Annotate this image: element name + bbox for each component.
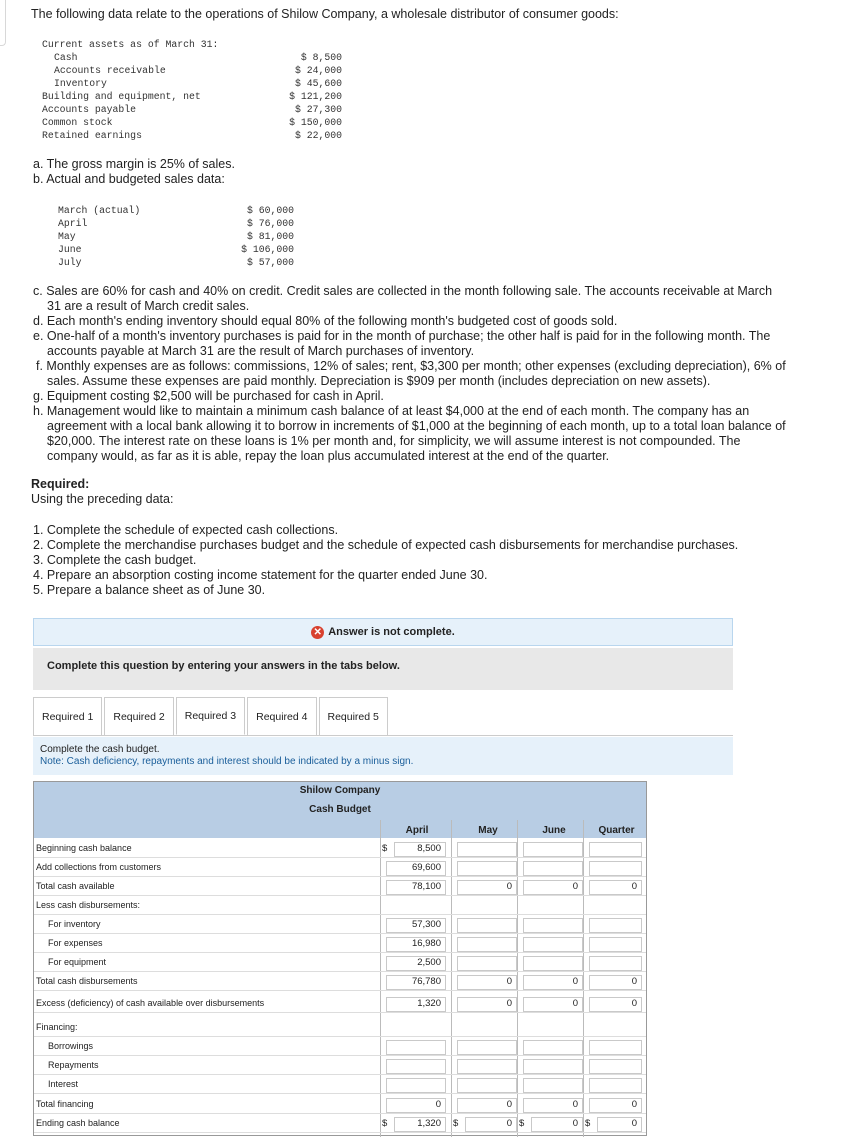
cell-input[interactable]: 0 [589,975,642,990]
cell-input[interactable] [386,1059,446,1074]
item-g: g. Equipment costing $2,500 will be purchased for cash in April. [33,389,384,403]
row-label: For inventory [48,919,101,929]
table-row [34,877,646,896]
row-label: Financing: [36,1022,78,1032]
item-b: b. Actual and budgeted sales data: [33,172,225,186]
sales-label: April [58,218,88,229]
column-header-may: May [478,825,498,836]
table-row [34,934,646,953]
asset-label: Building and equipment, net [42,91,201,102]
cell-input [523,1021,583,1036]
table-row [34,953,646,972]
row-label: Beginning cash balance [36,843,132,853]
asset-label: Retained earnings [42,130,142,141]
column-header-april: April [405,825,429,836]
asset-value: $ 24,000 [294,65,342,76]
cell-input[interactable]: 0 [523,975,583,990]
cell-input[interactable]: 0 [457,880,517,895]
cell-input[interactable] [589,861,642,876]
row-label: Repayments [48,1060,99,1070]
answer-status-bar [33,618,733,646]
row-label: Total cash available [36,881,115,891]
sales-label: June [58,244,82,255]
instruction-text: Complete this question by entering your answers in the tabs below. [47,660,400,672]
tab-divider [33,735,733,736]
cell-input[interactable]: 0 [523,1098,583,1113]
asset-value: $ 27,300 [294,104,342,115]
instruction-bar [33,648,733,690]
instruction-note [33,737,733,775]
cell-input[interactable] [523,1078,583,1093]
row-label: Excess (deficiency) of cash available over disbursements [36,998,265,1008]
row-label: Total cash disbursements [36,976,138,986]
row-label: For expenses [48,938,103,948]
cell-input[interactable] [589,1040,642,1055]
table-row [34,1095,646,1114]
cell-input[interactable]: 0 [589,880,642,895]
cell-input[interactable] [523,918,583,933]
cell-input[interactable] [457,937,517,952]
cell-input[interactable]: 0 [523,880,583,895]
cell-input[interactable] [589,956,642,971]
cell-input [589,1021,642,1036]
cell-input [457,899,517,914]
cell-input[interactable]: 2,500 [386,956,446,971]
item-f: f. Monthly expenses are as follows: commissions, 12% of sales; rent, $3,300 per month; other expenses (excluding depreciation), 6% of sales. Assume these expenses are paid monthly. Depreciation is $909 per month (includes depreciation on new assets). [36,359,786,388]
asset-value: $ 150,000 [289,117,342,128]
asset-value: $ 22,000 [294,130,342,141]
sales-value: $ 81,000 [246,231,294,242]
currency-symbol: $ [585,1118,591,1129]
left-edge-decoration [0,0,6,46]
cell-input [457,1021,517,1036]
asset-value: $ 121,200 [289,91,342,102]
table-row [34,994,646,1013]
error-x-icon: ✕ [311,626,324,639]
required-item: 4. Prepare an absorption costing income statement for the quarter ended June 30. [33,568,488,582]
row-label: Interest [48,1079,79,1089]
sales-label: July [58,257,82,268]
cell-input[interactable]: 16,980 [386,937,446,952]
cell-input[interactable] [457,918,517,933]
row-label: For equipment [48,957,107,967]
cell-input[interactable]: 0 [386,1098,446,1113]
cell-input[interactable]: 1,320 [394,1117,446,1132]
cell-input[interactable] [457,956,517,971]
note-title: Complete the cash budget. [40,744,160,755]
assets-heading: Current assets as of March 31: [42,39,219,50]
table-row [34,1018,646,1037]
answer-status-text: Answer is not complete. [328,626,455,638]
row-label: Borrowings [48,1041,94,1051]
table-row [34,896,646,915]
item-h: h. Management would like to maintain a minimum cash balance of at least $4,000 at the end of each month. The company has an agreement with a local bank allowing it to borrow in increments of $1,000 at the beginning of each month, up to a total loan balance of $20,000. The interest rate on these loans is 1% per month and, for simplicity, we will assume interest is not compounded. The company would, as far as it is able, repay the loan plus accumulated interest at the end of the quarter. [33,404,786,463]
currency-symbol: $ [519,1118,525,1129]
cell-input[interactable]: 1,320 [386,997,446,1012]
sales-label: May [58,231,76,242]
cell-input[interactable]: 78,100 [386,880,446,895]
row-label: Ending cash balance [36,1118,120,1128]
required-item: 3. Complete the cash budget. [33,553,197,567]
note-text: Note: Cash deficiency, repayments and interest should be indicated by a minus sign. [40,756,414,767]
asset-label: Accounts payable [42,104,137,115]
cell-input[interactable] [589,842,642,857]
row-label: Total financing [36,1099,94,1109]
table-row [34,1114,646,1133]
cell-input[interactable]: 69,600 [386,861,446,876]
cash-budget-table [33,781,647,1136]
cell-input[interactable]: 8,500 [394,842,446,857]
sales-value: $ 106,000 [241,244,294,255]
tab-required-3[interactable]: Required 3 [176,697,245,735]
cell-input[interactable]: 0 [457,1098,517,1113]
currency-symbol: $ [382,843,388,854]
tab-bar [33,697,390,735]
cell-input [386,1021,446,1036]
cell-input[interactable]: 0 [465,1117,517,1132]
item-d: d. Each month's ending inventory should equal 80% of the following month's budgeted cost of goods sold. [33,314,618,328]
cell-input[interactable] [589,937,642,952]
asset-label: Common stock [42,117,113,128]
cell-input[interactable]: 0 [597,1117,642,1132]
item-a: a. The gross margin is 25% of sales. [33,157,235,171]
tab-required-4[interactable]: Required 4 [247,697,316,735]
cell-input[interactable]: 57,300 [386,918,446,933]
table-row [34,858,646,877]
cell-input[interactable] [457,1059,517,1074]
sales-value: $ 60,000 [246,205,294,216]
tab-required-2[interactable]: Required 2 [104,697,173,735]
required-item: 2. Complete the merchandise purchases budget and the schedule of expected cash disbursements for merchandise purchases. [33,538,739,552]
company-name: Shilow Company [299,785,381,796]
currency-symbol: $ [453,1118,459,1129]
asset-value: $ 8,500 [300,52,342,63]
table-row [34,1037,646,1056]
cell-input[interactable] [457,861,517,876]
asset-label: Accounts receivable [54,65,166,76]
required-item: 5. Prepare a balance sheet as of June 30. [33,583,266,597]
column-header-quarter: Quarter [598,825,635,836]
sales-value: $ 76,000 [246,218,294,229]
cell-input[interactable]: 0 [523,997,583,1012]
cell-input[interactable] [457,1078,517,1093]
cell-input[interactable] [457,842,517,857]
cell-input[interactable] [589,918,642,933]
cell-input[interactable] [589,1059,642,1074]
cell-input[interactable] [523,842,583,857]
required-intro: Using the preceding data: [31,492,174,506]
cell-input[interactable]: 76,780 [386,975,446,990]
row-label: Less cash disbursements: [36,900,141,910]
table-row [34,915,646,934]
asset-label: Inventory [54,78,107,89]
cell-input[interactable] [589,1078,642,1093]
cell-input[interactable] [386,1078,446,1093]
cell-input[interactable] [523,861,583,876]
table-row [34,1075,646,1094]
cell-input [589,899,642,914]
asset-label: Cash [54,52,78,63]
sales-label: March (actual) [58,205,141,216]
intro-text: The following data relate to the operations of Shilow Company, a wholesale distributor of consumer goods: [31,7,619,21]
table-title: Cash Budget [309,804,371,815]
cell-input[interactable]: 0 [589,997,642,1012]
sales-value: $ 57,000 [246,257,294,268]
row-label: Add collections from customers [36,862,162,872]
cell-input[interactable] [523,1059,583,1074]
table-row [34,1056,646,1075]
cell-input[interactable] [523,1040,583,1055]
required-item: 1. Complete the schedule of expected cash collections. [33,523,339,537]
table-row [34,972,646,991]
cell-input[interactable]: 0 [457,975,517,990]
asset-value: $ 45,600 [294,78,342,89]
required-heading: Required: [31,477,90,491]
currency-symbol: $ [382,1118,388,1129]
cell-input[interactable] [457,1040,517,1055]
cell-input [386,899,446,914]
item-c: c. Sales are 60% for cash and 40% on credit. Credit sales are collected in the month following sale. The accounts receivable at March 31 are a result of March credit sales. [33,284,773,313]
tab-required-5[interactable]: Required 5 [319,697,388,735]
cell-input[interactable]: 0 [589,1098,642,1113]
column-header-june: June [542,825,566,836]
cell-input[interactable] [386,1040,446,1055]
item-e: e. One-half of a month's inventory purchases is paid for in the month of purchase; the other half is paid for in the following month. The accounts payable at March 31 are the result of March purchases of inventory. [33,329,771,358]
cell-input[interactable]: 0 [457,997,517,1012]
cell-input [523,899,583,914]
table-row [34,839,646,858]
cell-input[interactable]: 0 [531,1117,583,1132]
tab-required-1[interactable]: Required 1 [33,697,102,735]
cell-input[interactable] [523,956,583,971]
cell-input[interactable] [523,937,583,952]
